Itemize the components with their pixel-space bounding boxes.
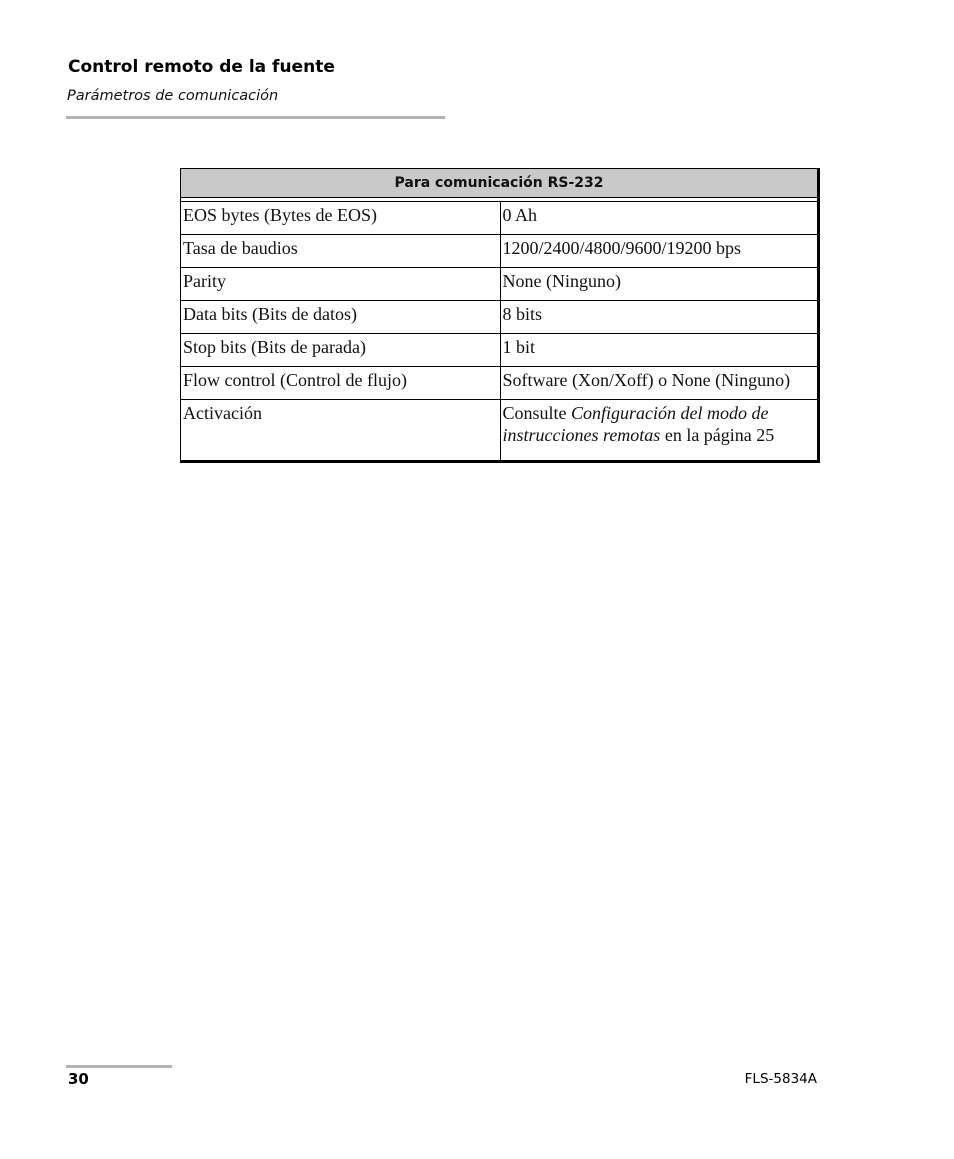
param-value: Software (Xon/Xoff) o None (Ninguno) (500, 367, 819, 400)
rs232-parameters-table (180, 168, 820, 463)
table-row (181, 301, 819, 334)
param-name: Stop bits (Bits de parada) (181, 334, 501, 367)
page-number: 30 (68, 1070, 89, 1088)
table-row (181, 367, 819, 400)
table-row (181, 268, 819, 301)
table-title: Para comunicación RS-232 (181, 169, 819, 198)
param-name: Flow control (Control de flujo) (181, 367, 501, 400)
value-suffix: en la página 25 (664, 425, 775, 445)
param-name: EOS bytes (Bytes de EOS) (181, 202, 501, 235)
param-value: 8 bits (500, 301, 819, 334)
param-name: Activación (181, 400, 501, 462)
table-row (181, 235, 819, 268)
param-name: Data bits (Bits de datos) (181, 301, 501, 334)
chapter-title: Control remoto de la fuente (68, 57, 335, 77)
table-row (181, 400, 819, 462)
table-row (181, 334, 819, 367)
param-value: 1 bit (500, 334, 819, 367)
param-value: 1200/2400/4800/9600/19200 bps (500, 235, 819, 268)
table-header-row (181, 169, 819, 198)
param-name: Tasa de baudios (181, 235, 501, 268)
cross-reference-link[interactable]: Configuración del modo de instrucciones remotas (502, 403, 769, 445)
section-title: Parámetros de comunicación (67, 88, 279, 104)
footer-rule (66, 1065, 172, 1068)
param-name: Parity (181, 268, 501, 301)
header-rule (66, 116, 445, 119)
param-value: None (Ninguno) (500, 268, 819, 301)
value-prefix: Consulte (502, 403, 567, 423)
document-code: FLS-5834A (744, 1071, 817, 1087)
table-row (181, 202, 819, 235)
param-value: 0 Ah (500, 202, 819, 235)
param-value (500, 400, 819, 462)
